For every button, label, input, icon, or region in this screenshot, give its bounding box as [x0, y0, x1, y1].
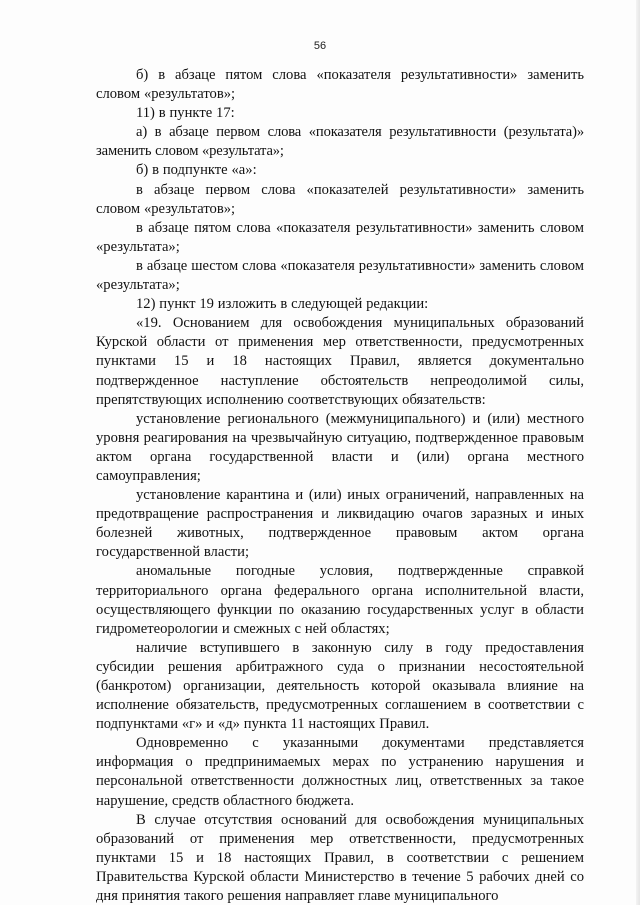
paragraph-9: «19. Основанием для освобождения муниципальных образований Курской области от применения мер ответственности, предусмотренных пунктами 15 и 18 настоящих Правил, является документально подтвержденное наступление обстоятельств непреодолимой силы, препятствующих исполнению соответствующих обязательств:: [96, 315, 584, 408]
paragraph-8: 12) пункт 19 изложить в следующей редакции:: [136, 296, 429, 313]
paragraph-12: аномальные погодные условия, подтвержденные справкой территориального органа федерального органа исполнительной власти, осуществляющего функции по оказанию государственных услуг в области гидрометеорологии и смежных с ней областях;: [96, 563, 584, 637]
paragraph-13: наличие вступившего в законную силу в году предоставления субсидии решения арбитражного суда о признании несостоятельной (банкротом) организации, деятельность которой оказывала влияние на исполнение обязательств, предусмотренных соглашением в соответствии с подпунктами «г» и «д» пункта 11 настоящих Правил.: [96, 639, 584, 733]
paragraph-4: б) в подпункте «а»:: [136, 162, 257, 179]
paragraph-14: Одновременно с указанными документами представляется информация о предпринимаемых мерах по устранению нарушения и персональной ответственности должностных лиц, ответственных за такое нарушение, средств областного бюджета.: [96, 735, 584, 809]
document-body: [96, 66, 584, 906]
paragraph-6: в абзаце пятом слова «показателя результативности» заменить словом «результата»;: [96, 219, 584, 255]
paragraph-5: в абзаце первом слова «показателей результативности» заменить словом «результатов»;: [96, 181, 584, 217]
paragraph-3: а) в абзаце первом слова «показателя результативности (результата)» заменить словом «результата»;: [96, 124, 584, 160]
paragraph-2: 11) в пункте 17:: [136, 105, 235, 122]
scan-edge: [636, 0, 640, 905]
page-number: 56: [313, 40, 327, 52]
paragraph-7: в абзаце шестом слова «показателя результативности» заменить словом «результата»;: [96, 257, 584, 294]
paragraph-15: В случае отсутствия оснований для освобождения муниципальных образований от применения мер ответственности, предусмотренных пунктами 15 и 18 настоящих Правил, в соответствии с решением Правительства Курской области Министерство в течение 5 рабочих дней со дня принятия такого решения направляет главе муниципального: [96, 811, 584, 905]
paragraph-11: установление карантина и (или) иных ограничений, направленных на предотвращение распространения и ликвидацию очагов заразных и иных болезней животных, подтвержденное правовым актом органа государственной власти;: [96, 487, 584, 561]
paragraph-1: б) в абзаце пятом слова «показателя результативности» заменить словом «результатов»;: [96, 67, 584, 103]
paragraph-10: установление регионального (межмуниципального) и (или) местного уровня реагирования на чрезвычайную ситуацию, подтвержденное правовым актом органа государственной власти и (или) органа местного самоуправления;: [96, 410, 584, 484]
